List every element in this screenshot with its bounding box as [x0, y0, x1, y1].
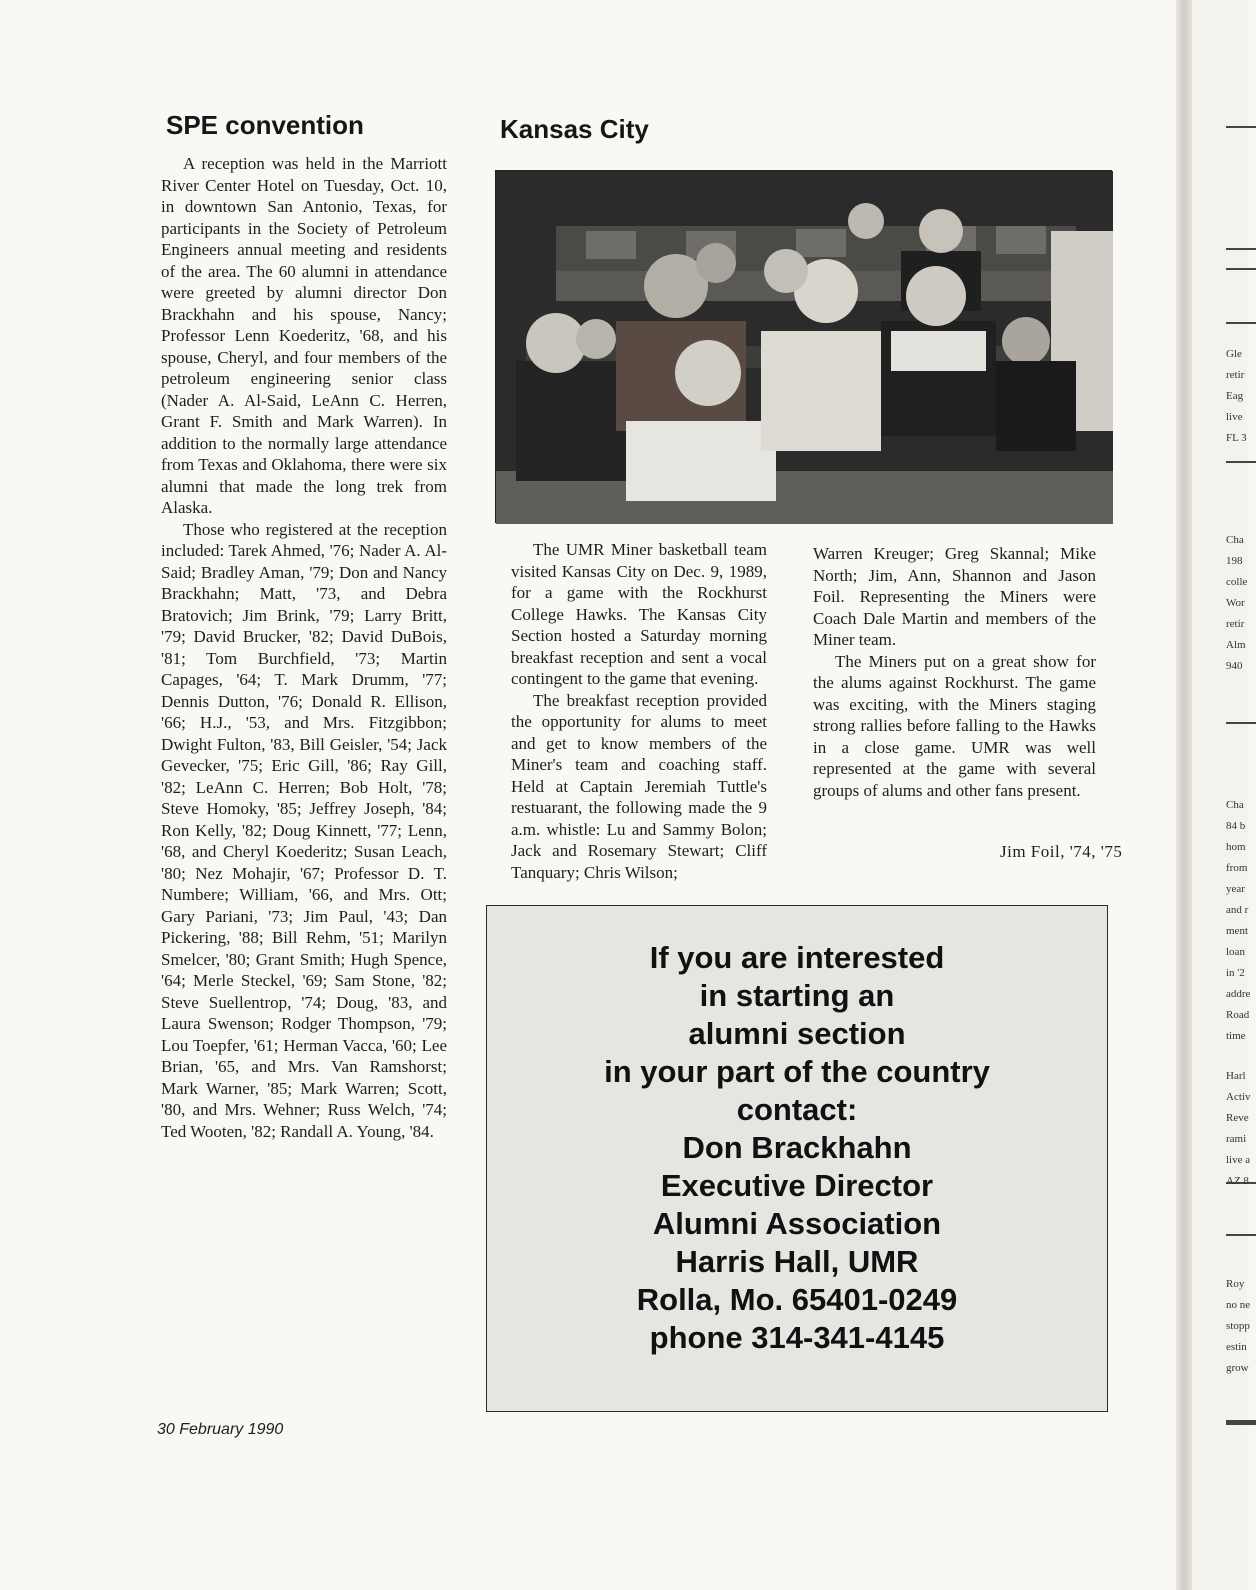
spe-article-body [161, 153, 447, 1142]
facing-text: grow [1226, 1362, 1249, 1374]
ad-line: If you are interested [649, 940, 945, 975]
facing-text: 84 b [1226, 820, 1246, 832]
facing-text: hom [1226, 841, 1246, 853]
ad-line: Don Brackhahn [682, 1130, 912, 1165]
facing-text: Alm [1226, 639, 1246, 651]
facing-text: Activ [1226, 1091, 1251, 1103]
ad-line: phone 314-341-4145 [649, 1320, 945, 1355]
spe-paragraph: Those who registered at the reception included: Tarek Ahmed, '76; Nader A. Al-Said; Bradley Aman, '79; Don and Nancy Brackhahn; Matt, '73, and Debra Bratovich; Jim Brink, '79; Larry Britt, '79; David Brucker, '82; David DuBois, '81; Tom Burchfield, '73; Martin Capages, '64; T. Mark Drumm, '77; Dennis Dutton, '76; Donald R. Ellison, '66; H.J., '53, and Mrs. Fitzgibbon; Dwight Fulton, '83, Bill Geisler, '54; Jack Gevecker, '75; Eric Gill, '86; Ray Gill, '82; LeAnn C. Herren; Bob Holt, '78; Steve Homoky, '85; Jeffrey Joseph, '84; Ron Kelly, '82; Doug Kinnett, '77; Lenn, '68, and Cheryl Koederitz; Susan Leach, '80; Nez Mohajir, '67; Professor D. T. Numbere; William, '66, and Mrs. Ott; Gary Pariani, '73; Jim Paul, '43; Dan Pickering, '88; Bill Rehm, '51; Marilyn Smelcer, '80; Grant Smith; Hugh Spence, '64; Merle Steckel, '69; Sam Stone, '82; Steve Suellentrop, '74; Doug, '83, and Laura Swenson; Rodger Thompson, '79; Lou Toepfer, '61; Herman Vacca, '60; Lee Brian, '65, and Mrs. Van Ramshorst; Mark Warner, '85; Mark Warren; Scott, '80, and Mrs. Wehner; Russ Welch, '74; Ted Wooten, '82; Randall A. Young, '84. [161, 519, 447, 1141]
kansas-city-photo [495, 170, 1112, 523]
facing-text: and r [1226, 904, 1249, 916]
facing-text: retir [1226, 618, 1245, 630]
alumni-section-ad [486, 905, 1108, 1412]
ad-line: contact: [736, 1092, 858, 1127]
facing-text: Cha [1226, 534, 1244, 546]
rule [1226, 461, 1256, 463]
facing-text: time [1226, 1030, 1246, 1042]
kansas-city-heading: Kansas City [500, 114, 649, 144]
facing-text: Gle [1226, 348, 1242, 360]
facing-text: Wor [1226, 597, 1245, 609]
facing-text: in '2 [1226, 967, 1245, 979]
kc-paragraph: The Miners put on a great show for the alums against Rockhurst. The game was exciting, with the Miners staging strong rallies before falling to the Hawks in a close game. UMR was well represented at the game with several groups of alums and other fans present. [813, 651, 1096, 800]
rule [1226, 126, 1256, 128]
facing-text: stopp [1226, 1320, 1250, 1332]
rule [1226, 248, 1256, 250]
facing-text: from [1226, 862, 1248, 874]
facing-text: Roy [1226, 1278, 1245, 1290]
kansas-city-col-1 [511, 539, 767, 883]
facing-text: Reve [1226, 1112, 1249, 1124]
facing-text: 940 [1226, 660, 1243, 672]
facing-text: ment [1226, 925, 1248, 937]
facing-text: year [1226, 883, 1245, 895]
kc-paragraph: The breakfast reception provided the opportunity for alums to meet and get to know members of the Miner's team and coaching staff. Held at Captain Jeremiah Tuttle's restuarant, the following made the 9 a.m. whistle: Lu and Sammy Bolon; Jack and Rosemary Stewart; Cliff Tanquary; Chris Wilson; [511, 690, 767, 882]
facing-text: FL 3 [1226, 432, 1247, 444]
page-folio: 30 February 1990 [157, 1421, 284, 1438]
facing-text: Harl [1226, 1070, 1246, 1082]
facing-text: live a [1226, 1154, 1251, 1166]
ad-text [487, 939, 1107, 1357]
facing-text: no ne [1226, 1299, 1251, 1311]
article-byline: Jim Foil, '74, '75 [1000, 842, 1123, 861]
facing-text: Cha [1226, 799, 1244, 811]
facing-text: 198 [1226, 555, 1243, 567]
kc-paragraph: Warren Kreuger; Greg Skannal; Mike North; Jim, Ann, Shannon and Jason Foil. Representing the Miners were Coach Dale Martin and members of the Miner team. [813, 544, 1096, 649]
rule [1226, 1420, 1256, 1425]
rule [1226, 1234, 1256, 1236]
facing-text: loan [1226, 946, 1245, 958]
ad-line: alumni section [688, 1016, 906, 1051]
ad-line: Rolla, Mo. 65401-0249 [636, 1282, 958, 1317]
facing-text: retir [1226, 369, 1245, 381]
ad-line: Alumni Association [652, 1206, 942, 1241]
facing-text: Road [1226, 1009, 1250, 1021]
kc-paragraph: The UMR Miner basketball team visited Kansas City on Dec. 9, 1989, for a game with the Rockhurst College Hawks. The Kansas City Section hosted a Saturday morning breakfast reception and sent a vocal contingent to the game that evening. [511, 540, 767, 688]
facing-text: live [1226, 411, 1243, 423]
ad-line: in your part of the country [604, 1054, 990, 1089]
facing-text: colle [1226, 576, 1248, 588]
facing-text: AZ 8 [1226, 1175, 1249, 1187]
facing-text: Eag [1226, 390, 1244, 402]
facing-text: rami [1226, 1133, 1247, 1145]
kansas-city-col-2 [813, 543, 1096, 801]
rule [1226, 268, 1256, 270]
ad-line: in starting an [699, 978, 895, 1013]
ad-line: Harris Hall, UMR [675, 1244, 919, 1279]
spe-heading: SPE convention [166, 110, 364, 140]
book-gutter [1176, 0, 1192, 1590]
ad-line: Executive Director [660, 1168, 934, 1203]
rule [1226, 322, 1256, 324]
facing-text: estin [1226, 1341, 1247, 1353]
facing-text: addre [1226, 988, 1251, 1000]
spe-paragraph: A reception was held in the Marriott River Center Hotel on Tuesday, Oct. 10, in downtown San Antonio, Texas, for participants in the Society of Petroleum Engineers annual meeting and residents of the area. The 60 alumni in attendance were greeted by alumni director Don Brackhahn and his spouse, Nancy; Professor Lenn Koederitz, '68, and his spouse, Cheryl, and four members of the petroleum engineering senior class (Nader A. Al-Said, LeAnn C. Herren, Grant F. Smith and Mark Warren). In addition to the normally large attendance from Texas and Oklahoma, there were six alumni that made the long trek from Alaska. [161, 154, 447, 517]
rule [1226, 722, 1256, 724]
facing-page-fragment [1192, 0, 1251, 1590]
